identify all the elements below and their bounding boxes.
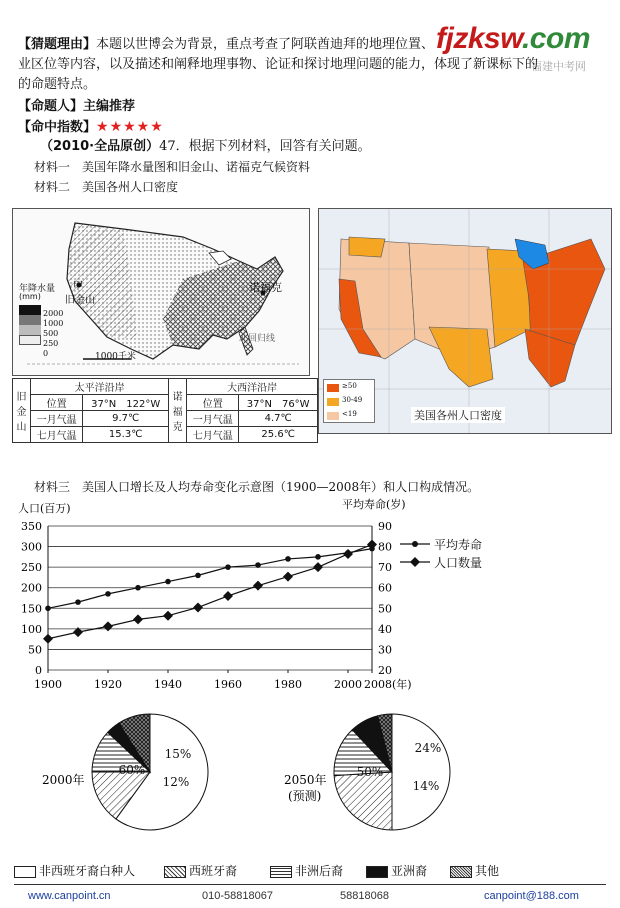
- legend-swatch-2: [19, 315, 41, 325]
- side-left-1: 旧: [16, 392, 27, 403]
- population-map-title: 美国各州人口密度: [411, 407, 505, 423]
- atlantic-title: 大西洋沿岸: [187, 379, 318, 395]
- pie-slice-label: 12%: [162, 775, 190, 789]
- x-tick-label: 2000: [334, 678, 362, 691]
- population-legend: [323, 379, 375, 423]
- swatch-stripe: [270, 866, 292, 878]
- question-text: 47．根据下列材料，回答有关问题。: [159, 139, 371, 154]
- legend-low: <19: [342, 410, 357, 418]
- pie-year-label: 2000年: [42, 773, 85, 787]
- table-cell: 4.7℃: [239, 411, 318, 427]
- table-row: [13, 427, 318, 443]
- legend-title: 年降水量: [19, 284, 56, 294]
- pie-legend-item: [164, 862, 237, 879]
- lifespan-point: [75, 599, 81, 605]
- chart-legend: [400, 536, 520, 576]
- footer-phone-2: 58818068: [340, 890, 389, 902]
- table-cell: 25.6℃: [239, 427, 318, 443]
- reason-line-3: [18, 76, 614, 94]
- y-right-tick-label: 60: [378, 581, 392, 595]
- population-point: [133, 614, 143, 624]
- side-left-3: 山: [16, 422, 27, 433]
- pie-slice-label: 50%: [356, 765, 384, 779]
- pie-slice-label: 24%: [414, 741, 442, 755]
- population-lifespan-chart: [10, 498, 420, 694]
- y-right-tick-label: 40: [378, 622, 392, 636]
- x-tick-label: 1900: [34, 678, 62, 691]
- y-left-tick-label: 150: [21, 602, 42, 616]
- population-point: [283, 572, 293, 582]
- pie-legend-label: 西班牙裔: [189, 864, 238, 878]
- reason-line-1: [18, 36, 614, 54]
- reason-label: 【猜题理由】: [18, 37, 97, 52]
- logo-red-text: fjzksw: [436, 22, 522, 55]
- pie-slice-label: 60%: [118, 763, 146, 777]
- author-line: [18, 98, 614, 116]
- lifespan-line: [48, 549, 372, 609]
- table-cell: 15.3℃: [83, 427, 169, 443]
- lifespan-point: [105, 591, 111, 597]
- pacific-title: 太平洋沿岸: [31, 379, 169, 395]
- legend-value-250: 250: [43, 339, 59, 348]
- x-tick-label: 1920: [94, 678, 122, 691]
- reason-text-3: 的命题特点。: [18, 77, 97, 92]
- population-point: [253, 581, 263, 591]
- y-left-tick-label: 350: [21, 520, 42, 533]
- table-row: [13, 395, 318, 411]
- table-cell: 七月气温: [31, 427, 83, 443]
- table-cell: 9.7℃: [83, 411, 169, 427]
- lifespan-point: [315, 554, 321, 560]
- pie-slice-label: 14%: [412, 779, 440, 793]
- pie-legend-label: 非西班牙裔白种人: [39, 864, 136, 878]
- label-jia: 甲: [73, 281, 83, 292]
- population-point: [163, 611, 173, 621]
- pie-slice: [334, 772, 392, 830]
- population-point: [43, 634, 53, 644]
- legend-high: ≥50: [342, 382, 357, 390]
- x-tick-label: 1940: [154, 678, 182, 691]
- logo-green-text: .com: [521, 22, 590, 55]
- logo-subtitle: 福建中考网: [531, 60, 586, 73]
- population-point: [367, 540, 377, 550]
- footer-phone-1: 010-58818067: [202, 890, 273, 902]
- rating-line: [18, 118, 614, 137]
- pie-slice: [392, 714, 450, 830]
- table-cell: 一月气温: [31, 411, 83, 427]
- y-right-tick-label: 70: [378, 561, 392, 575]
- material-2: 材料二 美国各州人口密度: [34, 180, 179, 194]
- washington: [349, 237, 385, 257]
- population-line: [48, 545, 372, 639]
- question-line: [40, 138, 620, 156]
- y-right-tick-label: 90: [378, 520, 392, 533]
- legend-unit: (mm): [19, 292, 41, 301]
- y-left-tick-label: 100: [21, 622, 42, 636]
- lifespan-point: [255, 562, 261, 568]
- footer-site-link[interactable]: www.canpoint.cn: [28, 890, 111, 902]
- table-cell: 37°N 122°W: [83, 395, 169, 411]
- pie-legend-item: [270, 862, 343, 879]
- legend-swatch-mid: [327, 398, 339, 406]
- x-tick-label: 2008(年): [364, 678, 412, 691]
- pie-legend-label: 其他: [475, 864, 500, 878]
- table-cell: 七月气温: [187, 427, 239, 443]
- side-right-3: 克: [172, 422, 183, 433]
- precipitation-map: [12, 208, 310, 376]
- legend-swatch-3: [19, 325, 41, 335]
- y-right-tick-label: 30: [378, 643, 392, 657]
- author-label: 【命题人】: [18, 99, 84, 114]
- label-san-francisco: 旧金山: [65, 295, 95, 306]
- pie-legend-item: [14, 862, 135, 879]
- population-point: [223, 591, 233, 601]
- y-right-axis-title: 平均寿命(岁): [342, 498, 406, 511]
- footer-divider: [14, 884, 606, 885]
- y-left-tick-label: 50: [28, 643, 42, 657]
- pie-year-label: 2050年: [284, 773, 327, 787]
- swatch-cross: [450, 866, 472, 878]
- y-left-tick-label: 300: [21, 540, 42, 554]
- side-left-2: 金: [16, 407, 27, 418]
- legend-mid: 30-49: [342, 396, 363, 404]
- footer-email-link[interactable]: canpoint@188.com: [484, 890, 579, 902]
- side-right-2: 福: [172, 407, 183, 418]
- population-point: [193, 602, 203, 612]
- y-right-tick-label: 50: [378, 602, 392, 616]
- swatch-hatch: [164, 866, 186, 878]
- table-header-row: [13, 379, 318, 395]
- lifespan-point: [135, 585, 141, 591]
- pie-legend-item: [366, 862, 427, 879]
- lifespan-point: [225, 564, 231, 570]
- texas: [429, 327, 493, 387]
- pie-legend-label: 亚洲裔: [391, 864, 428, 878]
- side-right-1: 诺: [172, 392, 183, 403]
- reason-line-2: [18, 56, 614, 74]
- table-cell: 位置: [187, 395, 239, 411]
- population-density-map: [318, 208, 612, 434]
- table-cell: 37°N 76°W: [239, 395, 318, 411]
- table-cell: 位置: [31, 395, 83, 411]
- side-right: [169, 379, 187, 443]
- legend-swatch-4: [19, 335, 41, 345]
- legend-population-label: 人口数量: [434, 556, 483, 570]
- material-3: 材料三 美国人口增长及人均寿命变化示意图（1900—2008年）和人口构成情况。: [34, 480, 480, 494]
- lifespan-point: [165, 579, 171, 585]
- legend-value-500: 500: [43, 329, 59, 338]
- pie-legend: [14, 862, 610, 880]
- pie-slice-label: 15%: [164, 747, 192, 761]
- table-row: [13, 411, 318, 427]
- label-norfolk: 诺福克: [249, 281, 282, 294]
- pie-legend-item: [450, 862, 499, 879]
- y-left-axis-title: 人口(百万): [18, 502, 71, 515]
- table-cell: 一月气温: [187, 411, 239, 427]
- legend-value-1000: 1000: [43, 319, 64, 328]
- population-composition-pies: [10, 706, 610, 856]
- swatch-black: [366, 866, 388, 878]
- label-scale: 1000千米: [95, 352, 136, 362]
- material-1: 材料一 美国年降水量图和旧金山、诺福克气候资料: [34, 160, 311, 174]
- swatch-white: [14, 866, 36, 878]
- legend-value-2000: 2000: [43, 309, 64, 318]
- legend-swatch-low: [327, 412, 339, 420]
- x-tick-label: 1980: [274, 678, 302, 691]
- legend-value-0: 0: [43, 349, 49, 358]
- legend-swatch-1: [19, 305, 41, 315]
- climate-table: [12, 378, 318, 443]
- y-left-tick-label: 200: [21, 581, 42, 595]
- side-left: [13, 379, 31, 443]
- population-point: [103, 621, 113, 631]
- legend-swatch-high: [327, 384, 339, 392]
- y-left-tick-label: 250: [21, 561, 42, 575]
- legend-lifespan-label: 平均寿命: [434, 538, 483, 552]
- lifespan-point: [45, 605, 51, 611]
- reason-text-2: 业区位等内容，以及描述和阐释地理事物、论证和探讨地理问题的能力，体现了新课标下的: [18, 57, 539, 72]
- pie-year-sublabel: (预测): [288, 789, 322, 803]
- x-tick-label: 1960: [214, 678, 242, 691]
- population-point: [343, 549, 353, 559]
- y-right-tick-label: 80: [378, 540, 392, 554]
- lifespan-point: [285, 556, 291, 562]
- rating-label: 【命中指数】: [18, 120, 97, 135]
- legend-line-population: [400, 556, 430, 568]
- population-point: [313, 562, 323, 572]
- y-right-tick-label: 20: [378, 664, 392, 677]
- question-source: （2010·全品原创）: [40, 139, 160, 154]
- pie-legend-label: 非洲后裔: [295, 864, 344, 878]
- legend-line-lifespan: [400, 538, 430, 550]
- rating-stars: ★★★★★: [96, 119, 164, 135]
- label-tropic: 北回归线: [239, 334, 276, 344]
- reason-text-1: 本题以世博会为背景，重点考查了阿联酋迪拜的地理位置、: [96, 37, 435, 52]
- y-left-tick-label: 0: [35, 664, 42, 677]
- lifespan-point: [195, 573, 201, 579]
- author-value: 主编推荐: [83, 99, 136, 114]
